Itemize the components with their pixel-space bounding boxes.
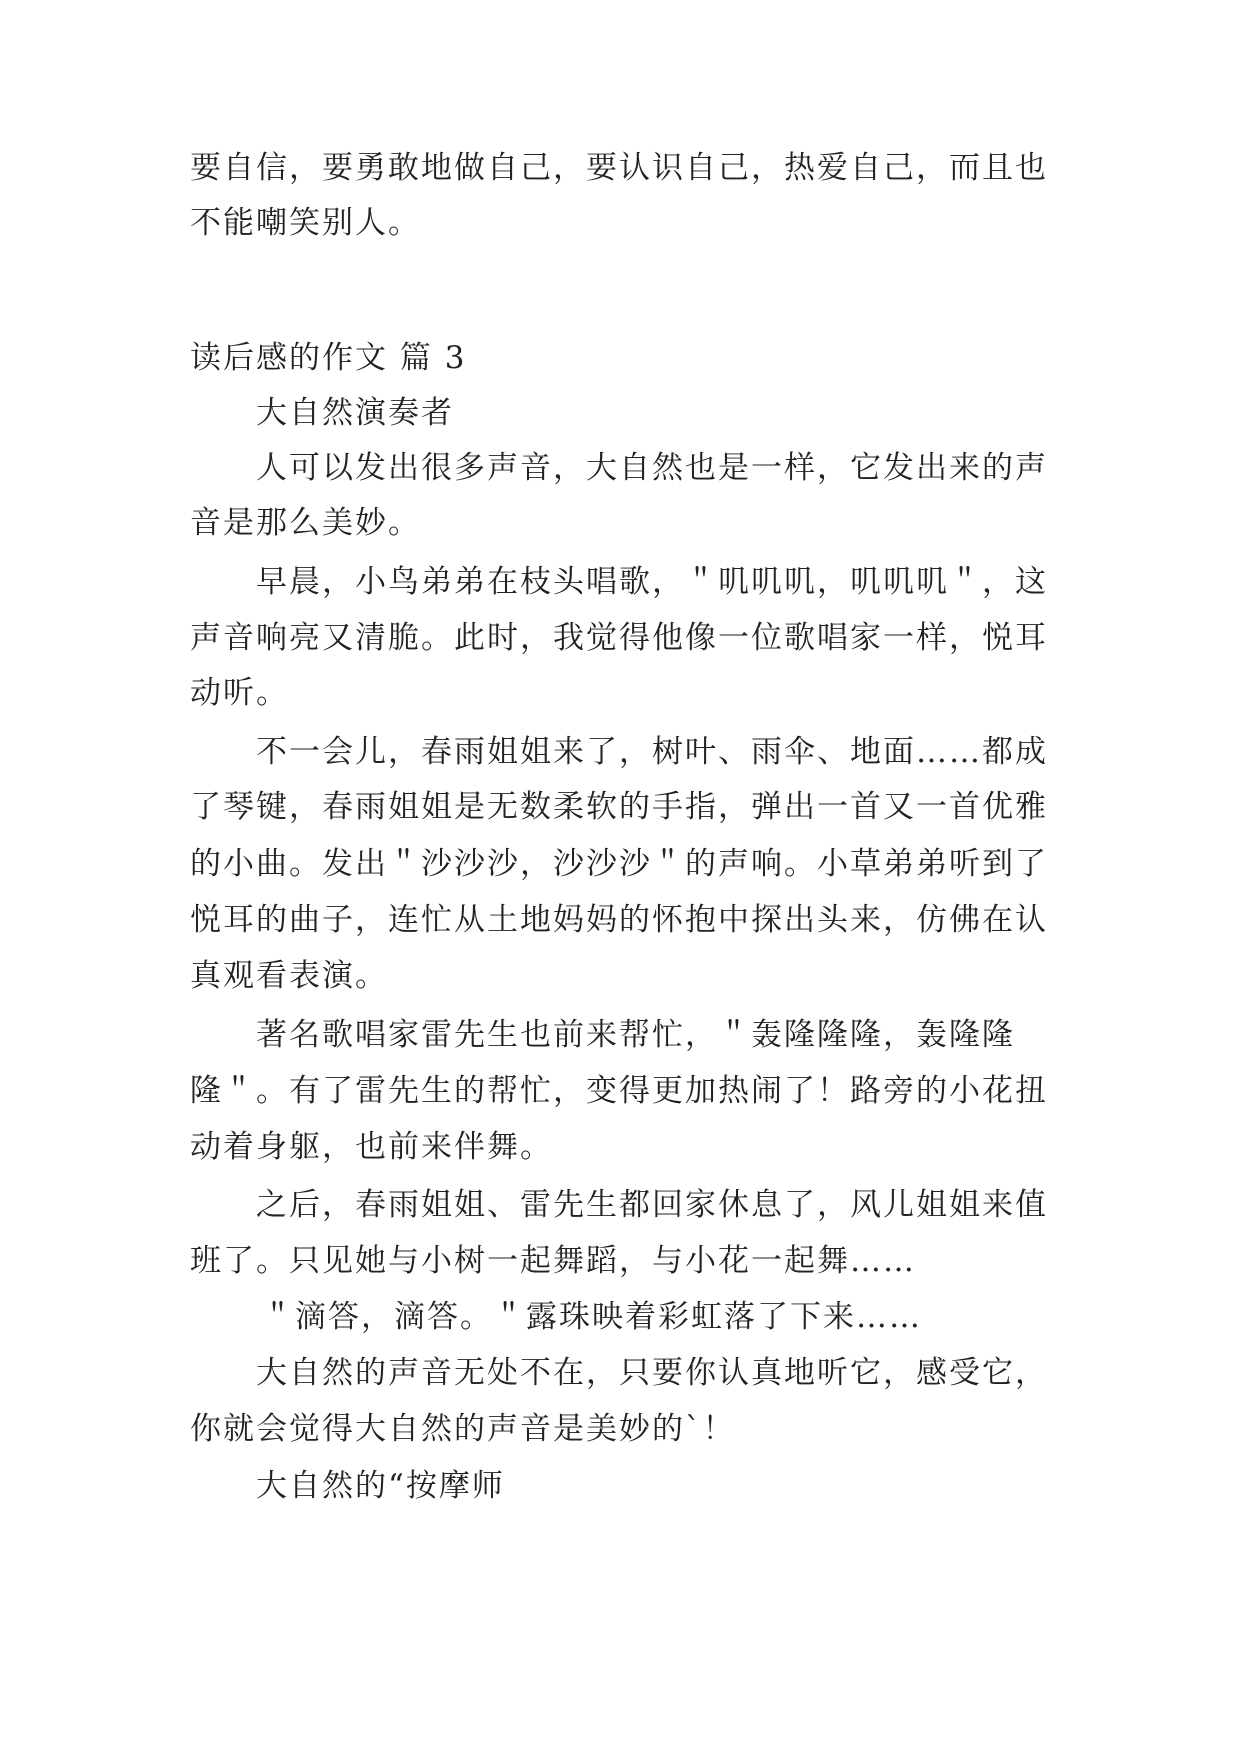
paragraph-line: 声音响亮又清脆。此时，我觉得他像一位歌唱家一样，悦耳 xyxy=(190,620,1048,656)
paragraph-line: 不能嘲笑别人。 xyxy=(190,205,421,241)
paragraph-line: 不一会儿，春雨姐姐来了，树叶、雨伞、地面……都成 xyxy=(256,734,1048,770)
paragraph-line: 著名歌唱家雷先生也前来帮忙，＂轰隆隆隆，轰隆隆 xyxy=(256,1017,1015,1053)
paragraph-line: 你就会觉得大自然的声音是美妙的`！ xyxy=(190,1411,736,1447)
paragraph-line: 的小曲。发出＂沙沙沙，沙沙沙＂的声响。小草弟弟听到了 xyxy=(190,846,1048,882)
paragraph-line: 音是那么美妙。 xyxy=(190,505,421,541)
section-heading: 读后感的作文 篇 3 xyxy=(190,340,467,376)
paragraph-line: 动听。 xyxy=(190,675,289,711)
paragraph-line: 了琴键，春雨姐姐是无数柔软的手指，弹出一首又一首优雅 xyxy=(190,789,1048,825)
paragraph-line: 悦耳的曲子，连忙从土地妈妈的怀抱中探出头来，仿佛在认 xyxy=(190,902,1048,938)
article-title: 大自然演奏者 xyxy=(256,395,454,431)
paragraph-line: 人可以发出很多声音，大自然也是一样，它发出来的声 xyxy=(256,450,1048,486)
paragraph-line: 真观看表演。 xyxy=(190,958,388,994)
paragraph-line: 大自然的“按摩师 xyxy=(256,1468,505,1504)
paragraph-line: 要自信，要勇敢地做自己，要认识自己，热爱自己，而且也 xyxy=(190,150,1048,186)
paragraph-line: 班了。只见她与小树一起舞蹈，与小花一起舞…… xyxy=(190,1243,916,1279)
paragraph-line: 大自然的声音无处不在，只要你认真地听它，感受它， xyxy=(256,1355,1048,1391)
paragraph-line: ＂滴答，滴答。＂露珠映着彩虹落了下来…… xyxy=(262,1299,922,1335)
paragraph-line: 隆＂。有了雷先生的帮忙，变得更加热闹了！路旁的小花扭 xyxy=(190,1073,1048,1109)
paragraph-line: 早晨，小鸟弟弟在枝头唱歌，＂叽叽叽，叽叽叽＂，这 xyxy=(256,564,1048,600)
paragraph-line: 之后，春雨姐姐、雷先生都回家休息了，风儿姐姐来值 xyxy=(256,1187,1048,1223)
paragraph-line: 动着身躯，也前来伴舞。 xyxy=(190,1129,553,1165)
